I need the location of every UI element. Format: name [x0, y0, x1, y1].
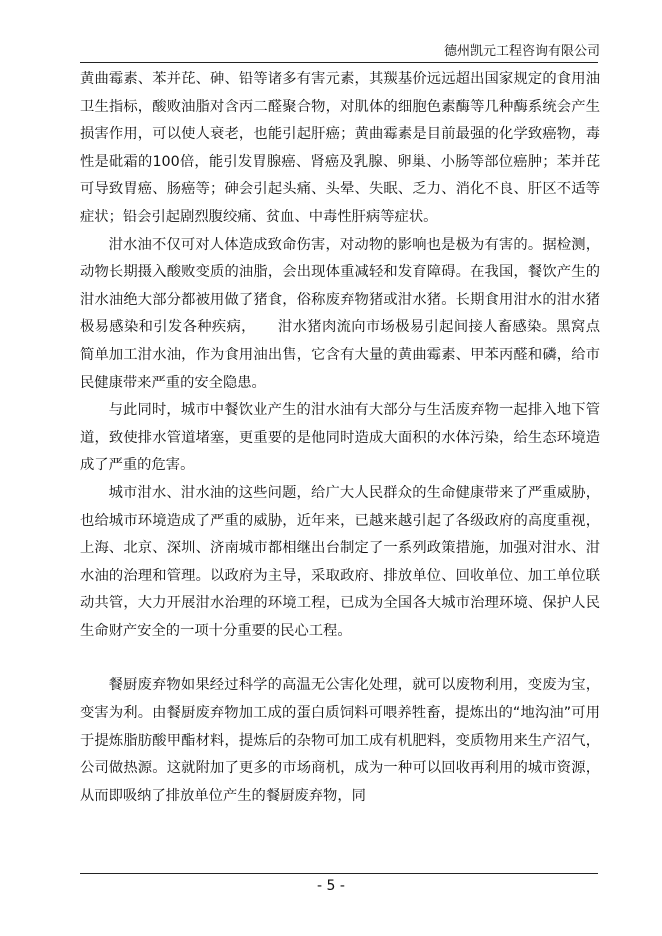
paragraph-4: 城市泔水、泔水油的这些问题，给广大人民群众的生命健康带来了严重威胁，也给城市环境造成了严重的威胁，近年来，已越来越引起了各级政府的高度重视，上海、北京、深圳、济南城市都相继出台制定了一系列政策措施，加强对泔水、泔水油的治理和管理。以政府为主导，采取政府、排放单位、回收单位、加工单位联动共管，大力开展泔水治理的环境工程，已成为全国各大城市治理环境、保护人民生命财产安全的一项十分重要的民心工程。 — [80, 484, 600, 639]
paragraph-1: 黄曲霉素、苯并芘、砷、铅等诸多有害元素，其羰基价远远超出国家规定的食用油卫生指标，酸败油脂对含丙二醛聚合物，对肌体的细胞色素酶等几种酶系统会产生损害作用，可以使人衰老，也能引起肝癌；黄曲霉素是目前最强的化学致癌物，毒性是砒霜的100倍，能引发胃腺癌、肾癌及乳腺、卵巢、小肠等部位癌肿；苯并芘可导致胃癌、肠癌等；砷会引起头痛、头晕、失眠、乏力、消化不良、肝区不适等症状；铅会引起剧烈腹绞痛、贫血、中毒性肝病等症状。 — [80, 71, 600, 225]
paragraph-2: 泔水油不仅可对人体造成致命伤害，对动物的影响也是极为有害的。据检测，动物长期摄入酸败变质的油脂，会出现体重减轻和发育障碍。在我国，餐饮产生的泔水油绝大部分都被用做了猪食，俗称废弃物猪或泔水猪。长期食用泔水的泔水猪极易感染和引发各种疾病， 泔水猪肉流向市场极易引起间接人畜感染。黑窝点简单加工泔水油，作为食用油出售，它含有大量的黄曲霉素、甲苯丙醛和磷，给市民健康带来严重的安全隐患。 — [80, 236, 600, 391]
page-number: - 5 - — [317, 878, 345, 894]
document-body — [80, 66, 600, 810]
paragraph-5: 餐厨废弃物如果经过科学的高温无公害化处理，就可以废物利用，变废为宝，变害为利。由餐厨废弃物加工成的蛋白质饲料可喂养牲畜，提炼出的“地沟油”可用于提炼脂肪酸甲酯材料，提炼后的杂物可加工成有机肥料，变质物用来生产沼气，公司做热源。这就附加了更多的市场商机，成为一种可以回收再利用的城市资源，从而即吸纳了排放单位产生的餐厨废弃物，同 — [80, 677, 600, 804]
paragraph-3: 与此同时，城市中餐饮业产生的泔水油有大部分与生活废弃物一起排入地下管道，致使排水管道堵塞，更重要的是他同时造成大面积的水体污染，给生态环境造成了严重的危害。 — [80, 402, 600, 474]
paragraph-spacer — [80, 645, 600, 672]
footer-divider — [80, 873, 598, 874]
header-company-name: 德州凯元工程咨询有限公司 — [443, 44, 600, 59]
header-divider — [80, 62, 598, 63]
